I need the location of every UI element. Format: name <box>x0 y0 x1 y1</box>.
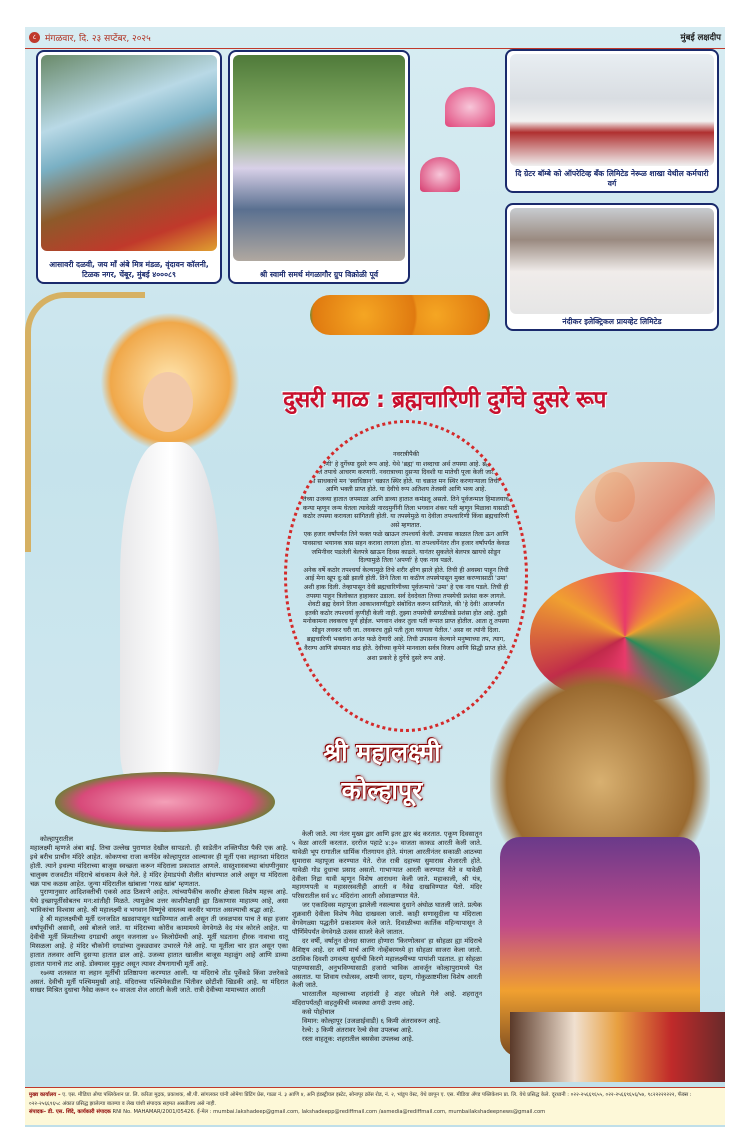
article-paragraph: हे श्री महालक्ष्मीची मूर्ती रत्नजडित खड्यापासून घडविण्यात आली असून ती जवळपास पाच ते सहा हजार वर्षांपूर्वीची असावी, असे बोलले जाते. या मंदिराच्या कोरीव कामामध्ये वेगवेगळे वेद मंत्र कोरले आहेत. या देवीची मूर्ती किंमतीच्या दगडाची असून वजनाला ४० किलोग्रॅमची आहे. मूर्ती घडताना हीरक नावाचा धातू मिसळला आहे. हे मंदिर चौकोनी दगडांच्या तुकड्यावर उभारले गेले आहे. या मूर्तीला चार हात असून एका हातात तलवार आणि दुसऱ्या हातात ढाल आहे. उजव्या हातात खालील बाजूस महाळुंग आहे आणि डाव्या हातात पानाचे ताट आहे. डोक्यावर मुकुट असून त्यावर शेषनागाची मूर्ती आहे. <box>30 915 288 968</box>
photo-caption: दि ग्रेटर बॉम्बे को ऑपरेटिव्ह बँक लिमिटेड नेरूळ शाखा येथील कर्मचारी वर्ग <box>515 169 709 188</box>
paper-name: मुंबई लक्षदीप <box>680 33 721 43</box>
footer-label: संपादक– डी. एस. शिंदे, कार्यकारी संपादक <box>29 1109 111 1115</box>
footer-label: मुख्य कार्यालय – <box>29 1092 61 1098</box>
marigold-garland <box>310 285 490 375</box>
title-line: श्री महालक्ष्मी <box>323 738 441 767</box>
photo-box-1 <box>36 50 222 284</box>
footer-text: RNI No. MAHAMAR/2001/05426. ई-मेल : mumbai.lakshadeep@gmail.com, lakshadeepp@rediffmail.com /asmedia@rediffmail.com, mumbailakshadeepnews@gmail.com <box>112 1109 546 1115</box>
mahalakshmi-column-middle <box>292 830 482 1044</box>
page-number: ८ <box>29 32 40 43</box>
title-line: कोल्हापूर <box>341 776 423 805</box>
article-paragraph: जर एकादिवस महापूजा झालेली नसल्यास दुधाने अंघोळ घातली जाते. प्रत्येक शुक्रवारी देवीला विशेष नैवेद्य दाखवला जातो. काही सणासुदीला या मंदिराला वेगवेगळ्या पद्धतीने प्रकाशमय केले जाते. दिवाळीच्या कार्तिक महिन्यापासून ते पौर्णिमेपर्यंत वेगवेगळे उत्सव साजरे केले जातात. <box>292 901 482 936</box>
photo-caption: आसावरी दळवी, जय माँ अंबे मित्र मंडळ, वृंदावन कॉलनी, टिळक नगर, चेंबूर, मुंबई ४०००८९ <box>49 260 209 279</box>
article-paragraph: रेल्वे: ३ किमी अंतरावर रेल्वे सेवा उपलब्ध आहे. <box>302 1025 414 1034</box>
photo-company-staff <box>510 208 714 314</box>
article-paragraph: ब्रह्मचारिणी भक्तांना अनंत फळे देणारी आहे. तिची उपासना केल्याने मनुष्याच्या तप, त्याग, वैराग्य आणि संयमात वाढ होते. देवीच्या कृपेने मानवाला सर्वत्र विजय आणि सिद्धी प्राप्त होते. <box>304 636 508 653</box>
mahalakshmi-idol-photo <box>470 667 725 1082</box>
photo-box-4 <box>505 203 719 331</box>
article-paragraph: 'ब्रह्मचारिणी' हे दुर्गेच्या दुसरे रूप आहे. येथे 'ब्रह्म' या शब्दाचा अर्थ तपस्या आहे. ब्रह्मचारिणी म्हणजे तपाचे आचरण करणारी. नवरात्राच्या दुसऱ्या दिवशी या मातेची पूजा केली जाते. या दिवशी साधकाचे मन 'स्वाधिष्ठान' चक्रात स्थिर होते. या चक्रात मन स्थिर करणार्‍याला तिची कृपा आणि भक्ती प्राप्त होते. या देवीचे रूप अतिशय तेजस्वी आणि भव्य आहे. <box>301 460 511 494</box>
article-paragraph: १७व्या शतकात या लहान मूर्तीची प्रतिष्ठापना करण्यात आली. या मंदिराचे तोंड पूर्वेकडे किंवा उत्तरेकडे असतं. देवीची मूर्ती पश्चिममुखी आहे. मंदिराच्या पश्चिमेकडील भिंतीवर छोटीशी खिडकी आहे. या मंदिरात साखर मिश्रित दुधाचा नैवेद्य करून १० वाजता शेज आरती केली जाते. रात्री देवीच्या मामाच्यात आरती <box>30 968 288 995</box>
photo-goddess-decoration <box>41 55 217 251</box>
article-paragraph: कोल्हापुरातील <box>40 835 73 843</box>
photo-caption: श्री स्वामी समर्थ मंगळागौर ग्रुप विक्रोळी पूर्व <box>259 270 379 279</box>
page-header <box>25 27 725 49</box>
photo-bank-staff <box>510 54 714 166</box>
article-paragraph: भारतातील महत्त्वाच्या शहरांशी हे शहर जोडले गेले आहे. शहरातून मंदिरापर्यंतही वाहतुकीची व्यवस्था अगदी उत्तम आहे. <box>292 990 482 1008</box>
lotus-flower-decoration <box>420 87 500 287</box>
article-paragraph: अशा प्रकारे हे दुर्गेचे दुसरे रूप आहे. <box>366 654 446 662</box>
photo-group-women <box>233 55 405 261</box>
article-paragraph: पुराणानुसार आदिशक्तीची एकसे आठ ठिकाणे आहेत. त्यांच्यापैकीच करवीर क्षेत्राला विशेष महत्त्व आहे. येथे इच्छापूर्तीसोबतच मन:शांतीही मिळते. त्यामुळेच उत्तर काशीपेक्षाही ह्या ठिकाणास माहात्म्य आहे, असा भाविकांचा विश्वास आहे. श्री महालक्ष्मी व भगवान विष्णूंचे वास्तव्य करवीर भागात असल्याची श्रद्धा आहे. <box>30 888 288 915</box>
article-paragraph: विमान: कोल्हापूर (उजळाईवाडी) ६ किमी अंतरावरून आहे. <box>302 1017 441 1026</box>
mahalakshmi-title <box>287 734 477 810</box>
article-paragraph: एक हजार वर्षांपर्यंत तिने फक्त फळे खाऊन तपश्चर्या केली. उपवास काळात तिला ऊन आणि पावसाचा भयानक त्रास सहन करावा लागला होता. या तपश्चर्येनंतर तीन हजार वर्षांपर्यंत केवळ जमिनीवर पडलेली बेलपत्रे खाऊन दिवस काढले. यानंतर सुकलेले बेलपत्र खायचे सोडून दिल्यामुळे तिला 'अपर्णा' हे एक नाव पडले. <box>302 531 510 565</box>
photo-caption: नंदीकर इलेक्ट्रिकल प्रायव्हेट लिमिटेड <box>562 317 662 326</box>
brahmacharini-goddess-illustration <box>25 292 285 852</box>
imprint-footer <box>25 1087 725 1125</box>
footer-text: ए. एस. मीडिया अँण्ड पब्लिकेशन प्रा. लि. करिता मुद्रक, प्रकाशक, श्री.पी. सांगलकर यांनी ओमेगा प्रिंटिंग प्रेस, गाळा नं. ३ आणि ४, अनि इंडस्ट्रीयल इस्टेट, सोनापूर क्रॉस रोड, नं. २, भांडुप वेस्ट, येथे छापून ए. एस. मीडिया अँण्ड पब्लिकेशन प्रा. लि. येथे प्रसिद्ध केले. दूरध्वनी : ०२२-२५६६९६५५, ०२२-२५६६९६५६/५७, ९८२२२२२२२२, फॅक्स : ०२२-२५६६९६५८ अंकात प्रसिद्ध झालेल्या बातम्या व लेख यांशी संपादक सहमत असतीलच असे नाही. <box>29 1092 692 1107</box>
article-paragraph: महालक्ष्मी म्हणजे अंबा बाई. तिचा उल्लेख पुराणात देखील सापडतो. ही साडेतीन शक्तिपीठा पैकी एक आहे. इथे बरीच प्राचीन मंदिरे आहेत. कोकणचा राजा कर्णदेव कोल्हापुरात आल्यावर ही मूर्ती एका लहानशा मंदिरात होती. त्याने इथल्या मंदिराच्या बाजूस स्वच्छता करून मंदिराला प्रकाशात आणले. वास्तुशास्त्राच्या बांधणीनुसार चालुक्य राजवटीत मंदिराचे बांधकाम केले गेले. हे मंदिर हेमाडपंथी शैलीत बांधण्यात आले असून या मंदिराला चक्र पाच कळस आहेत. जुन्या मंदिरातील खांबाला 'गरुड खांब' म्हणतात. <box>30 843 288 888</box>
article-headline: दुसरी माळ : ब्रह्मचारिणी दुर्गेचे दुसरे रूप <box>283 387 606 413</box>
mahalakshmi-column-left <box>30 835 288 995</box>
article-paragraph: अनेक वर्षे कठोर तपश्चर्या केल्यामुळे तिचे शरीर क्षीण झाले होते. तिची ही अवस्था पाहून तिची आई मेना खूप दु:खी झाली होती. तिने तिला या कठीण तपस्येपासून मुक्त करण्यासाठी 'उमा' अशी हाक दिली. तेव्हापासून देवी ब्रह्मचारिणीच्या पूर्वजन्माचे 'उमा' हे एक नाव पडले. तिची ही तपस्या पाहून त्रिलोकात हाहाकार उडाला. सर्व देवदेवता तिच्या तपस्येची प्रशंसा करू लागले. शेवटी ब्रह्म देवाने तिला आकाशवाणीद्वारे संबोधित करून सांगितले, की 'हे देवी! आजपर्यंत इतकी कठोर तपश्चर्या कुणीही केली नाही. तुझ्या तपस्येची सगळीकडे प्रशंसा होत आहे. तुझी मनोकामना लवकरच पूर्ण होईल. भगवान शंकर तुला पती रूपात प्राप्त होतील. आता तू तपस्या सोडून लवकर घरी जा. लवकरच तुझे पती तुला घ्यायला येतील.' असा वर त्यांनी दिला. <box>303 566 509 634</box>
article-paragraph: तिच्या उजव्या हातात जपमाळा आणि डाव्या हातात कमंडलू असतो. तिने पूर्वजन्मात हिमालयाची कन्या म्हणून जन्म घेतला त्यावेळी नारदमुनींनी तिला भगवान शंकर पती म्हणून मिळावा यासाठी कठोर तपस्या करायला सांगितली होती. या तपस्येमुळे या देवीला तपश्चारिणी किंवा ब्रह्मचारिणी असे म्हणतात. <box>301 495 511 529</box>
article-paragraph: केली जाते. त्या नंतर मुख्य द्वार आणि इतर द्वार बंद करतात. एकूण दिवसातून ५ वेळा आरती करतात. दररोज पहाटे ४:३० वाजता काकड आरती केली जाते. यावेळी भूप रागातील धार्मिक गीतगायन होते. मंगला आरतीनंतर सकाळी आठच्या सुमारास महापूजा करण्यात येते. रोज रात्री दहाच्या सुमारास शेजारती होते. यावेळी गोड दुधाचा प्रसाद असतो. गाभाऱ्यात आरती करण्यात येते व यावेळी देवीला निद्रा यावी म्हणून विशेष आराधना केली जाते. महाकाली, श्री यंत्र, महागणपती व महासरस्वतीही आरती व नैवेद्य दाखविण्यात येतो. मंदिर परिसरातील सर्व ४८ मंदिरांना आरती ओवाळण्यात येते. <box>292 830 482 901</box>
article-paragraph: नवरात्रीपैकी <box>393 451 419 458</box>
article-paragraph: दर वर्षी, वर्षातून दोनदा साजरा होणारा 'किरणोत्सव' हा सोहळा ह्या मंदिराचे वैशिष्ट्य आहे. दर वर्षी मार्च आणि नोव्हेंबरमध्ये हा सोहळा साजरा केला जातो. ठराविक दिवशी उगवत्या सूर्याची किरणे महालक्ष्मीच्या पायांशी पडतात. हा सोहळा पाहण्यासाठी, अनुभविण्यासाठी हजारो भाविक आवर्जून कोल्हापुरामध्ये येत असतात. या शिवाय रथोत्सव, अष्टमी जागर, ग्रहण, गोकुळाष्टमीला विशेष आरती केली जाते. <box>292 936 482 990</box>
article-paragraph: कसे पोहोचाल <box>302 1008 335 1017</box>
newspaper-page <box>25 27 725 1127</box>
photo-box-2 <box>228 50 410 284</box>
photo-box-3 <box>505 49 719 193</box>
article-paragraph: रस्ता वाहतूक: शहरातील बससेवा उपलब्ध आहे. <box>302 1034 414 1043</box>
date-line: मंगळवार, दि. २३ सप्टेंबर, २०२५ <box>45 34 151 44</box>
